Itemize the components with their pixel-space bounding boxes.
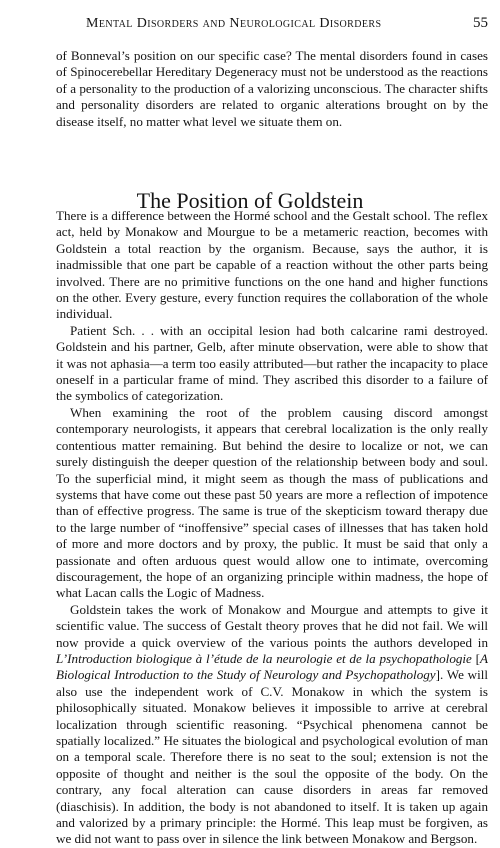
paragraph-1: There is a difference between the Hormé school and the Gestalt school. The reflex act, held by Monakow and Mourgue to be a metameric reaction, becomes with Goldstein a total reaction by the organism. Because, says the author, it is inadmissible that one part be capable of a reaction without the other parts being involved. There are no primitive functions on the one hand and higher functions on the other. Every gesture, every function requires the collaboration of the whole individual. (56, 208, 488, 322)
paragraph-3: When examining the root of the problem causing discord amongst contemporary neurologists, it appears that cerebral localization is the only really contentious matter remaining. But behind the desire to localize or not, we can surely distinguish the deeper question of the relationship between body and soul. To the superficial mind, it might seem as though the mass of publications and systems that have come out these past 50 years are more a reflection of impotence than of effective progress. The same is true of the skepticism toward therapy due to the large number of “inoffensive” special cases of illnesses that has taken hold of more and more doctors and by proxy, the public. It must be said that only a passionate and often arduous quest would allow one to intimate, overcoming discouragement, the hope of an organizing principle within madness, the hope of what Lacan calls the Logic of Madness. (56, 404, 488, 601)
page-number: 55 (473, 15, 488, 31)
paragraph-4-text-a: Goldstein takes the work of Monakow and Mourgue and attempts to give it scientific value. The success of Gestalt theory proves that he did not fail. We will now provide a quick overview of the various points the authors developed in (56, 601, 488, 650)
running-header (60, 16, 488, 36)
paragraph-4 (56, 602, 488, 848)
opening-paragraph-block (56, 48, 488, 130)
paragraph-4-text-b: [ (471, 650, 481, 666)
section-heading: The Position of Goldstein (136, 188, 364, 214)
paragraph-4-text-c: ]. We will also use the independent work of C.V. Monakow in which the system is philosophically situated. Monakow believes it impossible to arrive at cerebral localization through scientific reasoning. “Psychical phenomena cannot be spatially localized.” He situates the biological and psychological evolution of man on a temporal scale. Therefore there is no seat to the soul; extension is not the opposite of thought and neither is the soul the opposite of the body. On the contrary, any focal alteration can cause disorders in areas far removed (diaschisis). In addition, the body is not abandoned to itself. It is taken up again and valorized by a primary principle: the Hormé. This leap must be forgiven, as we did not want to pass over in silence the link between Monakow and Bergson. (56, 667, 489, 847)
running-title: Mental Disorders and Neurological Disorders (86, 16, 382, 31)
book-title-french: L’Introduction biologique à l’étude de la neurologie et de la psychopathologie (56, 650, 472, 666)
book-title-english: A Biological Introduction to the Study of Neurology and Psychopathology (56, 650, 489, 683)
paragraph-2: Patient Sch. . . with an occipital lesion had both calcarine rami destroyed. Goldstein and his partner, Gelb, after minute observation, were able to show that it was not aphasia—a term too easily attributed—but rather the incapacity to place oneself in a particular frame of mind. They ascribed this disorder to a failure of the symbolics of categorization. (56, 322, 488, 404)
section-body (56, 208, 488, 848)
opening-paragraph: of Bonneval’s position on our specific case? The mental disorders found in cases of Spinocerebellar Hereditary Degeneracy must not be understood as the reactions of a personality to the production of a valorizing unconscious. The character shifts and personality disorders are related to organic alterations brought on by the disease itself, no matter what level we situate them on. (56, 48, 488, 129)
